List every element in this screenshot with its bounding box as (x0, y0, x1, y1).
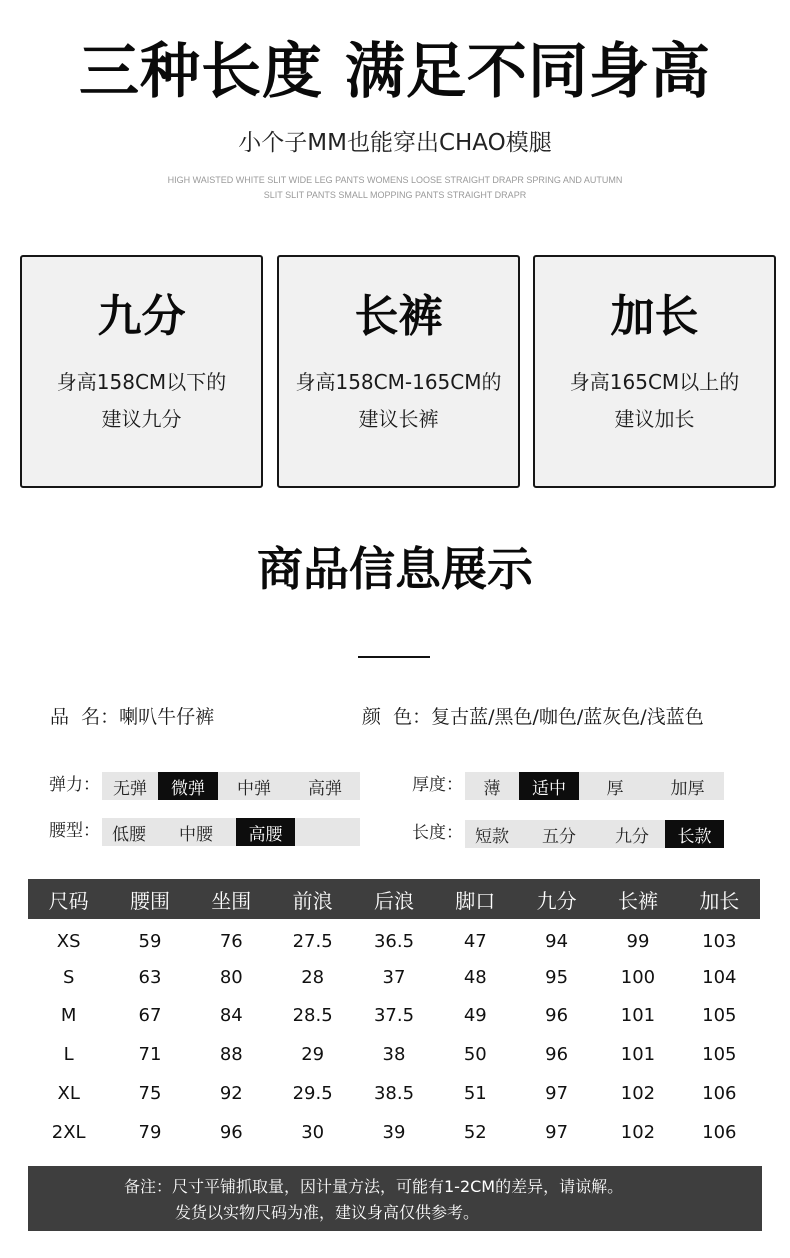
hero-english-line-2: SLIT SLIT PANTS SMALL MOPPING PANTS STRAIGHT DRAPR (263, 190, 527, 200)
table-cell: 79 (138, 1121, 162, 1143)
table-cell: 28 (301, 966, 325, 988)
table-cell: 102 (620, 1083, 656, 1105)
elasticity-option-medium: 中弹 (237, 778, 271, 799)
length-card-extra-long (533, 255, 776, 488)
header-leg-opening: 脚口 (435, 879, 516, 919)
table-cell: 38 (382, 1044, 406, 1066)
length-card-height: 身高158CM-165CM的 (295, 370, 502, 394)
table-cell: 28.5 (292, 1005, 333, 1027)
table-cell: 71 (138, 1044, 162, 1066)
table-cell: 76 (219, 930, 243, 952)
length-option-nine-tenths: 九分 (615, 826, 649, 847)
table-cell: 100 (620, 966, 656, 988)
table-cell: 96 (545, 1005, 569, 1027)
length-card-title: 加长 (610, 291, 699, 342)
table-cell: 106 (702, 1083, 737, 1105)
table-cell: 101 (620, 1044, 656, 1066)
length-label: 长度： (412, 823, 463, 843)
table-cell: XS (56, 930, 81, 952)
table-cell: 67 (138, 1005, 162, 1027)
length-option-long: 长款 (665, 820, 724, 848)
elasticity-option-high: 高弹 (308, 778, 342, 799)
table-cell: M (60, 1005, 77, 1027)
length-card-height: 身高158CM以下的 (56, 370, 227, 394)
table-cell: 95 (545, 966, 569, 988)
table-cell: 101 (620, 1005, 656, 1027)
length-card-title: 长裤 (354, 291, 443, 342)
table-cell: L (63, 1044, 74, 1066)
product-colors (362, 708, 704, 727)
table-cell: 102 (620, 1121, 656, 1143)
length-card-advice: 建议长裤 (358, 407, 439, 431)
size-table (28, 879, 760, 1152)
hero-english-line-1: HIGH WAISTED WHITE SLIT WIDE LEG PANTS WOMENS LOOSE STRAIGHT DRAPR SPRING AND AUTUMN (167, 175, 623, 185)
table-cell: 97 (545, 1083, 569, 1105)
table-row (28, 1035, 760, 1074)
product-name-value: 喇叭牛仔裤 (119, 706, 215, 728)
length-card-full (277, 255, 520, 488)
table-row (28, 1113, 760, 1152)
waist-option-mid: 中腰 (179, 824, 213, 845)
length-card-title: 九分 (97, 291, 186, 342)
size-table-header-row (28, 879, 760, 919)
table-cell: 51 (463, 1083, 487, 1105)
length-option-short: 短款 (475, 826, 509, 847)
hero-title: 三种长度 满足不同身高 (79, 37, 711, 107)
section-title: 商品信息展示 (257, 542, 533, 596)
table-cell: 105 (702, 1005, 737, 1027)
table-cell: 75 (138, 1083, 162, 1105)
waist-option-high: 高腰 (236, 818, 295, 846)
table-cell: 96 (219, 1121, 243, 1143)
table-cell: 36.5 (373, 930, 415, 952)
thickness-option-moderate: 适中 (519, 772, 579, 800)
length-card-height: 身高165CM以上的 (569, 370, 740, 394)
product-name-label: 品 名： (50, 706, 120, 728)
length-option-half: 五分 (542, 826, 576, 847)
table-cell: 94 (545, 930, 569, 952)
table-cell: 84 (219, 1005, 243, 1027)
header-waist: 腰围 (109, 879, 190, 919)
thickness-option-thin: 薄 (483, 778, 501, 799)
table-cell: 39 (382, 1121, 406, 1143)
product-color-label: 颜 色： (362, 706, 432, 728)
table-cell: 2XL (51, 1121, 86, 1143)
header-front-rise: 前浪 (272, 879, 353, 919)
table-cell: 63 (138, 966, 162, 988)
size-note-line-2: 发货以实物尺码为准，建议身高仅供参考。 (175, 1203, 480, 1222)
size-note-line-1: 备注：尺寸平铺抓取量，因计量方法，可能有1-2CM的差异，请谅解。 (124, 1177, 624, 1196)
table-cell: 38.5 (373, 1083, 415, 1105)
elasticity-label: 弹力： (49, 775, 100, 795)
table-cell: 97 (545, 1121, 569, 1143)
table-cell: 50 (463, 1044, 487, 1066)
table-cell: 80 (219, 966, 243, 988)
table-cell: 27.5 (292, 930, 333, 952)
table-cell: 29 (301, 1044, 325, 1066)
thickness-options (465, 772, 724, 800)
table-cell: 104 (702, 966, 737, 988)
hero-subtitle: 小个子MM也能穿出CHAO模腿 (238, 130, 552, 156)
table-cell: 29.5 (292, 1083, 333, 1105)
header-back-rise: 后浪 (353, 879, 434, 919)
length-card-nine-tenths (20, 255, 263, 488)
header-extra-long: 加长 (679, 879, 760, 919)
table-cell: S (62, 966, 75, 988)
header-hip: 坐围 (191, 879, 272, 919)
table-cell: 48 (463, 966, 487, 988)
table-cell: 30 (301, 1121, 325, 1143)
waist-label: 腰型： (49, 821, 100, 841)
thickness-option-thick: 厚 (606, 778, 624, 799)
table-cell: XL (57, 1083, 80, 1105)
length-card-advice: 建议九分 (101, 407, 182, 431)
table-row (28, 997, 760, 1036)
elasticity-options (102, 772, 360, 800)
table-cell: 47 (463, 930, 487, 952)
table-row (28, 958, 760, 997)
table-cell: 96 (545, 1044, 569, 1066)
table-cell: 59 (138, 930, 162, 952)
waist-options (102, 818, 360, 846)
table-row (28, 919, 760, 958)
elasticity-option-none: 无弹 (113, 778, 147, 799)
section-divider (358, 656, 430, 658)
header-full-length: 长裤 (597, 879, 678, 919)
waist-option-low: 低腰 (112, 824, 146, 845)
header-size: 尺码 (28, 879, 109, 919)
table-cell: 103 (702, 930, 737, 952)
product-name (50, 708, 214, 727)
table-cell: 106 (702, 1121, 737, 1143)
table-cell: 49 (463, 1005, 487, 1027)
table-cell: 105 (702, 1044, 737, 1066)
product-color-value: 复古蓝/黑色/咖色/蓝灰色/浅蓝色 (431, 706, 704, 728)
length-card-advice: 建议加长 (614, 407, 695, 431)
table-cell: 99 (626, 930, 650, 952)
thickness-label: 厚度： (412, 775, 463, 795)
table-cell: 37.5 (373, 1005, 415, 1027)
table-row (28, 1074, 760, 1113)
table-cell: 92 (219, 1083, 243, 1105)
elasticity-option-slight: 微弹 (158, 772, 218, 800)
table-cell: 88 (219, 1044, 243, 1066)
table-cell: 52 (463, 1121, 487, 1143)
length-options (465, 820, 724, 848)
table-cell: 37 (382, 966, 406, 988)
size-note (28, 1166, 762, 1231)
thickness-option-extra-thick: 加厚 (670, 778, 705, 799)
header-nine-tenths: 九分 (516, 879, 597, 919)
